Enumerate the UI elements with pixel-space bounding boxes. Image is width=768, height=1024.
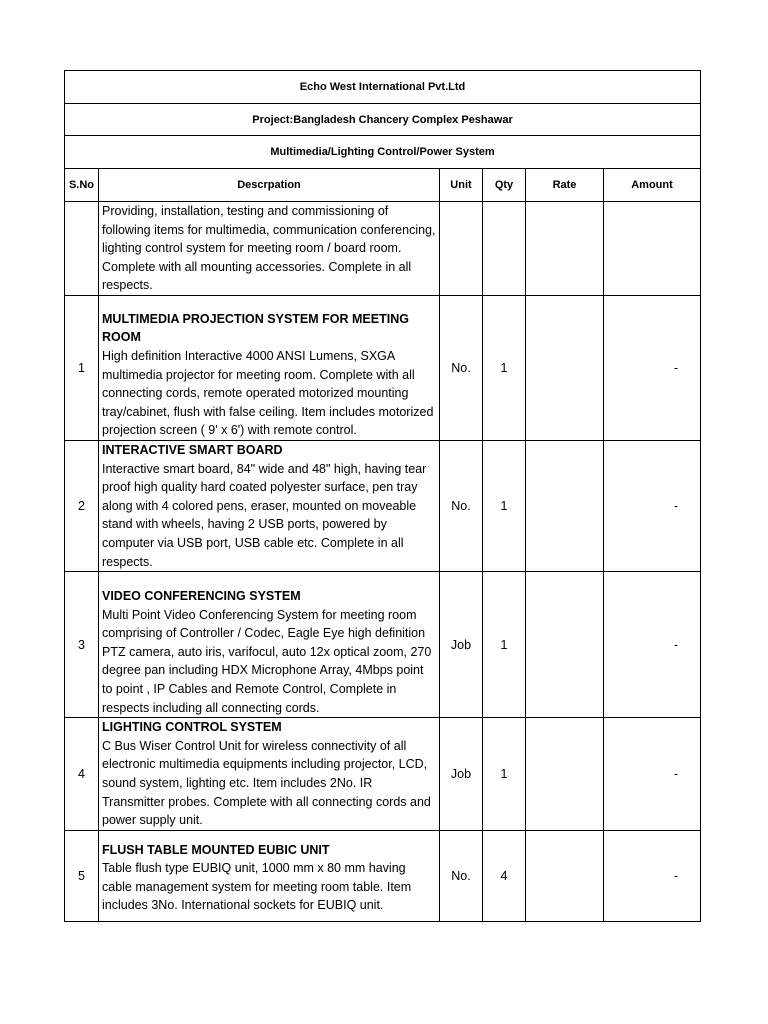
- item-sno: 5: [65, 830, 99, 921]
- item-qty: 1: [483, 718, 526, 831]
- intro-amount-cell: [604, 202, 701, 296]
- project-row: [65, 104, 701, 136]
- item-body: Multi Point Video Conferencing System for meeting room comprising of Controller / Codec, Eagle Eye high definition PTZ camera, auto iris, varifocul, auto 12x optical zoom, 270 degree pan including HDX Microphone Array, 4Mbps point to point , IP Cables and Remote Control, Complete in respects including all connecting cords.: [102, 607, 432, 715]
- item-sno: 4: [65, 718, 99, 831]
- item-title: LIGHTING CONTROL SYSTEM: [102, 720, 282, 735]
- col-sno-header: S.No: [65, 169, 99, 202]
- item-amount: -: [604, 830, 701, 921]
- item-qty: 1: [483, 440, 526, 571]
- table-row: [65, 830, 701, 921]
- table-row: [65, 572, 701, 718]
- item-qty: 1: [483, 572, 526, 718]
- company-row: [65, 71, 701, 104]
- item-unit: Job: [440, 572, 483, 718]
- item-unit: No.: [440, 830, 483, 921]
- item-description: [99, 572, 440, 718]
- column-header-row: [65, 169, 701, 202]
- item-unit: Job: [440, 718, 483, 831]
- item-body: High definition Interactive 4000 ANSI Lumens, SXGA multimedia projector for meeting room. Complete with all connecting cords, remote operated motorized mounting tray/cabinet, flush with false ceiling. Item includes motorized projection screen ( 9' x 6') with remote control.: [102, 349, 434, 438]
- item-rate: [526, 718, 604, 831]
- item-rate: [526, 295, 604, 440]
- intro-sno-cell: [65, 202, 99, 296]
- company-name: Echo West International Pvt.Ltd: [65, 71, 701, 104]
- item-title: INTERACTIVE SMART BOARD: [102, 442, 283, 457]
- intro-row: [65, 202, 701, 296]
- item-title: FLUSH TABLE MOUNTED EUBIC UNIT: [102, 842, 330, 857]
- item-amount: -: [604, 718, 701, 831]
- item-sno: 2: [65, 440, 99, 571]
- item-body: Table flush type EUBIQ unit, 1000 mm x 80 mm having cable management system for meeting room table. Item includes 3No. International sockets for EUBIQ unit.: [102, 861, 412, 913]
- intro-description: [99, 202, 440, 296]
- system-row: [65, 136, 701, 169]
- col-rate-header: Rate: [526, 169, 604, 202]
- item-qty: 1: [483, 295, 526, 440]
- col-description-header: Descrpation: [99, 169, 440, 202]
- item-title: MULTIMEDIA PROJECTION SYSTEM FOR MEETING ROOM: [102, 311, 409, 345]
- table-row: [65, 718, 701, 831]
- item-unit: No.: [440, 440, 483, 571]
- item-sno: 3: [65, 572, 99, 718]
- col-unit-header: Unit: [440, 169, 483, 202]
- item-description: [99, 718, 440, 831]
- item-unit: No.: [440, 295, 483, 440]
- project-title: Project:Bangladesh Chancery Complex Peshawar: [65, 104, 701, 136]
- col-amount-header: Amount: [604, 169, 701, 202]
- intro-unit-cell: [440, 202, 483, 296]
- intro-text: Providing, installation, testing and commissioning of following items for multimedia, communication conferencing, lighting control system for meeting room / board room. Complete with all mounting accessories. Complete in all respects.: [102, 204, 436, 293]
- item-description: [99, 440, 440, 571]
- item-rate: [526, 572, 604, 718]
- item-amount: -: [604, 295, 701, 440]
- intro-qty-cell: [483, 202, 526, 296]
- item-qty: 4: [483, 830, 526, 921]
- system-title: Multimedia/Lighting Control/Power System: [65, 136, 701, 169]
- item-body: C Bus Wiser Control Unit for wireless connectivity of all electronic multimedia equipments including projector, LCD, sound system, lighting etc. Item includes 2No. IR Transmitter probes. Complete with all connecting cords and power supply unit.: [102, 738, 431, 828]
- item-rate: [526, 440, 604, 571]
- table-row: [65, 440, 701, 571]
- intro-rate-cell: [526, 202, 604, 296]
- item-description: [99, 295, 440, 440]
- item-amount: -: [604, 440, 701, 571]
- item-title: VIDEO CONFERENCING SYSTEM: [102, 588, 301, 603]
- item-sno: 1: [65, 295, 99, 440]
- item-amount: -: [604, 572, 701, 718]
- col-qty-header: Qty: [483, 169, 526, 202]
- boq-table: [64, 70, 701, 922]
- table-row: [65, 295, 701, 440]
- item-body: Interactive smart board, 84" wide and 48" high, having tear proof high quality hard coated polyester surface, pen tray along with 4 colored pens, eraser, mounted on moveable stand with wheels, having 2 USB ports, powered by computer via USB port, USB cable etc. Complete in all respects.: [102, 461, 427, 569]
- item-rate: [526, 830, 604, 921]
- item-description: [99, 830, 440, 921]
